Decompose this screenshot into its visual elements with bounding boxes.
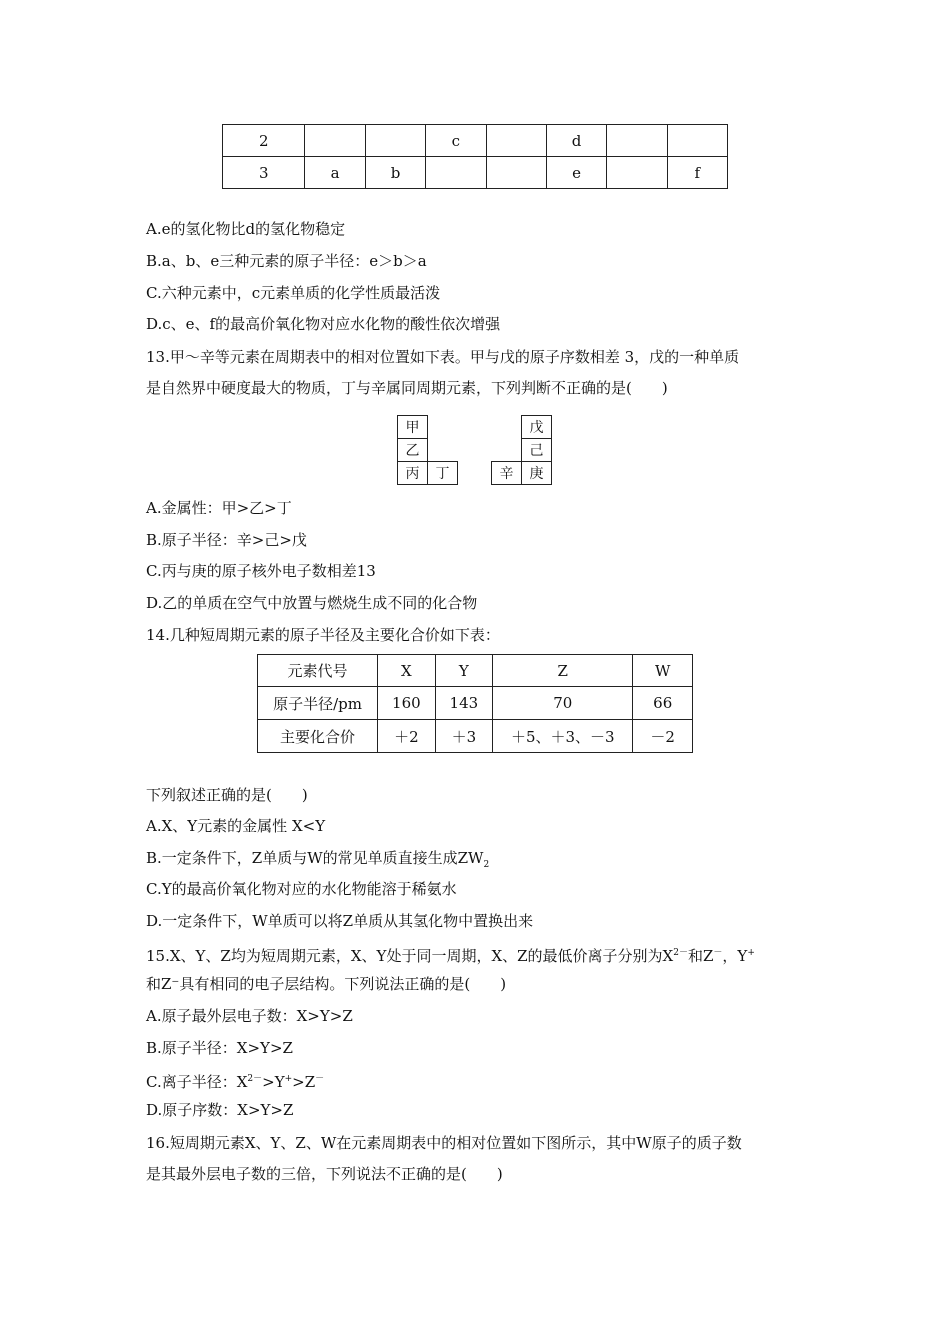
q15-sup: － bbox=[315, 1074, 325, 1084]
q12-cell bbox=[607, 125, 667, 157]
q12-cell: a bbox=[305, 157, 365, 189]
q12-cell bbox=[486, 125, 546, 157]
q13-cell-empty bbox=[428, 439, 458, 462]
q15-option-c bbox=[146, 1069, 324, 1092]
q14-cell: 143 bbox=[435, 687, 493, 720]
q13-left-block bbox=[397, 415, 458, 485]
q13-option-a: A.金属性：甲>乙>丁 bbox=[146, 499, 292, 517]
q15-stem-line1 bbox=[146, 943, 755, 966]
q14-header: 元素代号 bbox=[258, 655, 378, 687]
q14-cell: －2 bbox=[633, 720, 693, 753]
q15-sup: － bbox=[713, 948, 723, 958]
q14-cell: 主要化合价 bbox=[258, 720, 378, 753]
q15-text: >Z bbox=[292, 1073, 316, 1091]
q15-sup: + bbox=[747, 948, 755, 958]
q13-option-c: C.丙与庚的原子核外电子数相差13 bbox=[146, 562, 376, 580]
q15-text: 15.X、Y、Z均为短周期元素，X、Y处于同一周期，X、Z的最低价离子分别为X bbox=[146, 947, 674, 965]
q13-cell: 丙 bbox=[398, 462, 428, 485]
q14-cell: ＋2 bbox=[378, 720, 436, 753]
q12-cell bbox=[607, 157, 667, 189]
q15-option-b: B.原子半径：X>Y>Z bbox=[146, 1039, 293, 1057]
q13-cell: 庚 bbox=[522, 462, 552, 485]
q14-header: Z bbox=[493, 655, 633, 687]
q15-sup: 2－ bbox=[247, 1074, 263, 1084]
q15-text: 和Z bbox=[687, 947, 714, 965]
q14-header: Y bbox=[435, 655, 493, 687]
q12-cell: d bbox=[546, 125, 606, 157]
q14-cell: ＋5、＋3、－3 bbox=[493, 720, 633, 753]
q13-cell-empty bbox=[492, 416, 522, 439]
q15-option-d: D.原子序数：X>Y>Z bbox=[146, 1101, 294, 1119]
q15-text: C.离子半径：X bbox=[146, 1073, 248, 1091]
q12-cell bbox=[426, 157, 486, 189]
q12-cell: b bbox=[365, 157, 425, 189]
q13-cell: 戊 bbox=[522, 416, 552, 439]
q14-stem: 14.几种短周期元素的原子半径及主要化合价如下表： bbox=[146, 626, 500, 644]
q13-cell: 乙 bbox=[398, 439, 428, 462]
q13-cell-empty bbox=[428, 416, 458, 439]
q14-header: X bbox=[378, 655, 436, 687]
q13-cell: 丁 bbox=[428, 462, 458, 485]
q15-sup: + bbox=[284, 1074, 293, 1084]
q12-option-b: B.a、b、e三种元素的原子半径：e＞b＞a bbox=[146, 252, 427, 270]
q13-stem-line1: 13.甲～辛等元素在周期表中的相对位置如下表。甲与戊的原子序数相差 3，戊的一种单质 bbox=[146, 348, 740, 366]
q13-option-d: D.乙的单质在空气中放置与燃烧生成不同的化合物 bbox=[146, 594, 478, 612]
q12-cell: e bbox=[546, 157, 606, 189]
q14-option-c: C.Y的最高价氧化物对应的水化物能溶于稀氨水 bbox=[146, 880, 457, 898]
q14-option-a: A.X、Y元素的金属性 X<Y bbox=[146, 817, 326, 835]
q12-option-c: C.六种元素中，c元素单质的化学性质最活泼 bbox=[146, 284, 441, 302]
q13-cell: 己 bbox=[522, 439, 552, 462]
q13-cell-empty bbox=[492, 439, 522, 462]
q12-cell bbox=[305, 125, 365, 157]
q13-cell: 辛 bbox=[492, 462, 522, 485]
q14-option-b-subscript: 2 bbox=[483, 860, 490, 870]
q12-table bbox=[222, 124, 728, 189]
q12-cell bbox=[667, 125, 727, 157]
q14-cell: 66 bbox=[633, 687, 693, 720]
q13-cell: 甲 bbox=[398, 416, 428, 439]
q16-stem-line2: 是其最外层电子数的三倍，下列说法不正确的是( ) bbox=[146, 1165, 503, 1183]
q12-cell: 3 bbox=[223, 157, 305, 189]
q14-cell: 70 bbox=[493, 687, 633, 720]
q14-header: W bbox=[633, 655, 693, 687]
q15-text: ，Y bbox=[722, 947, 748, 965]
q12-option-a: A.e的氢化物比d的氢化物稳定 bbox=[146, 220, 346, 238]
q13-option-b: B.原子半径：辛>己>戊 bbox=[146, 531, 307, 549]
q13-right-block bbox=[491, 415, 552, 485]
q12-cell: 2 bbox=[223, 125, 305, 157]
q14-table bbox=[257, 654, 693, 753]
q15-option-a: A.原子最外层电子数：X>Y>Z bbox=[146, 1007, 353, 1025]
q14-question: 下列叙述正确的是( ) bbox=[146, 786, 308, 804]
q14-cell: 原子半径/pm bbox=[258, 687, 378, 720]
q13-stem-line2: 是自然界中硬度最大的物质，丁与辛属同周期元素，下列判断不正确的是( ) bbox=[146, 379, 668, 397]
q14-cell: ＋3 bbox=[435, 720, 493, 753]
q15-sup: 2－ bbox=[673, 948, 688, 958]
q12-cell bbox=[365, 125, 425, 157]
q14-cell: 160 bbox=[378, 687, 436, 720]
q12-cell bbox=[486, 157, 546, 189]
q12-cell: f bbox=[667, 157, 727, 189]
q14-option-d: D.一定条件下，W单质可以将Z单质从其氢化物中置换出来 bbox=[146, 912, 534, 930]
q16-stem-line1: 16.短周期元素X、Y、Z、W在元素周期表中的相对位置如下图所示，其中W原子的质子数 bbox=[146, 1134, 742, 1152]
q14-option-b-text: B.一定条件下，Z单质与W的常见单质直接生成ZW bbox=[146, 849, 484, 867]
q12-option-d: D.c、e、f的最高价氧化物对应水化物的酸性依次增强 bbox=[146, 315, 501, 333]
q12-cell: c bbox=[426, 125, 486, 157]
q15-text: >Y bbox=[262, 1073, 285, 1091]
q15-stem-line2: 和Z⁻具有相同的电子层结构。下列说法正确的是( ) bbox=[146, 975, 507, 993]
q14-option-b bbox=[146, 848, 489, 875]
